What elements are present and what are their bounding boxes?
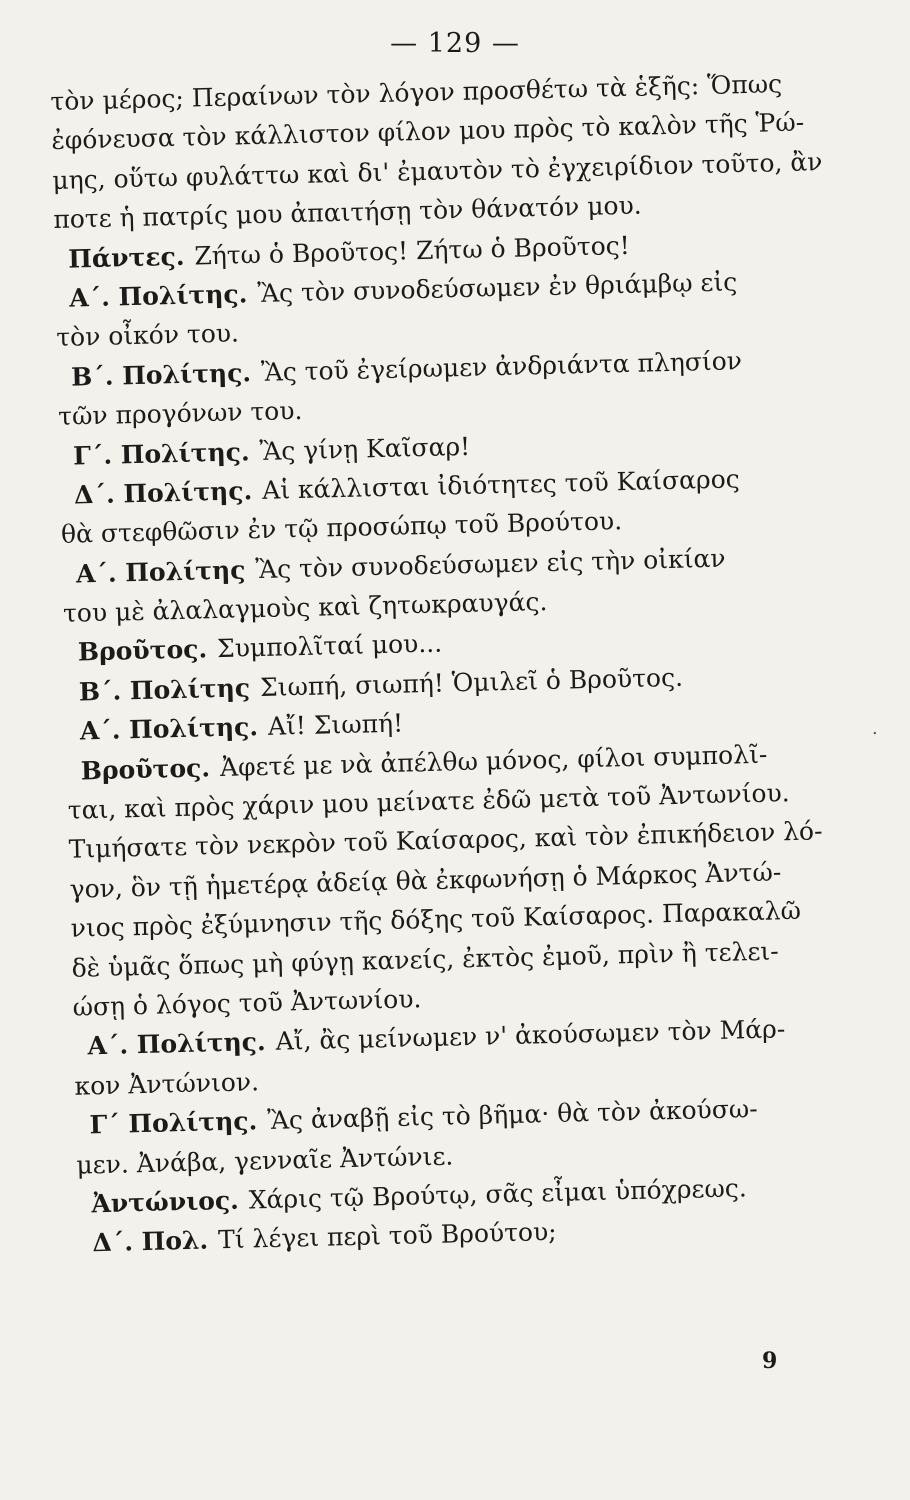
margin-mark: . (872, 718, 878, 739)
line-text: ται, καὶ πρὸς χάριν μου μείνατε ἐδῶ μετὰ τοῦ Ἀντωνίου. (67, 778, 791, 825)
line-text: Αἴ, ἂς μείνωμεν ν' ἀκούσωμεν τὸν Μάρ- (275, 1014, 786, 1057)
line-text: δὲ ὑμᾶς ὅπως μὴ φύγῃ κανείς, ἐκτὸς ἐμοῦ, πρὶν ἢ τελει- (71, 936, 779, 983)
speaker-name: Πάντες. (67, 241, 185, 274)
line-text: Ἂς τὸν συνοδεύσωμεν εἰς τὴν οἰκίαν (255, 543, 726, 584)
line-text: Ἀφετέ με νὰ ἀπέλθω μόνος, φίλοι συμπολῖ- (219, 739, 768, 782)
line-text: Σιωπή, σιωπή! Ὁμιλεῖ ὁ Βροῦτος. (259, 662, 684, 702)
speaker-name: Γ΄ Πολίτης. (89, 1106, 258, 1140)
line-text: Τιμήσατε τὸν νεκρὸν τοῦ Καίσαρος, καὶ τὸν ἐπικήδειον λό- (68, 816, 823, 865)
speaker-name: Δ΄. Πολίτης. (73, 476, 253, 510)
line-text: ἐφόνευσα τὸν κάλλιστον φίλον μου πρὸς τὸ καλὸν τῆς Ῥώ- (51, 107, 805, 156)
line-text: τὸν μέρος; Περαίνων τὸν λόγον προσθέτω τὰ ἑξῆς: Ὅπως (50, 69, 783, 116)
line-text: θὰ στεφθῶσιν ἐν τῷ προσώπῳ τοῦ Βρούτου. (60, 506, 623, 550)
speaker-name: Α΄. Πολίτης. (87, 1027, 267, 1061)
line-text: τῶν προγόνων του. (57, 396, 303, 432)
speaker-name: Βροῦτος. (77, 634, 208, 667)
line-text: Αἱ κάλλισται ἰδιότητες τοῦ Καίσαρος (261, 464, 741, 505)
line-text: τὸν οἶκόν του. (55, 318, 240, 353)
speaker-name: Α΄. Πολίτης (75, 555, 246, 589)
signature-mark: 9 (762, 1348, 778, 1374)
speaker-name: Α΄. Πολίτης. (79, 712, 259, 746)
speaker-name: Ἀντώνιος. (91, 1185, 240, 1219)
speaker-name: Β΄. Πολίτης. (70, 357, 252, 392)
line-text: του μὲ ἀλαλαγμοὺς καὶ ζητωκραυγάς. (62, 587, 548, 628)
line-text: Ἂς τὸν συνοδεύσωμεν ἐν θριάμβῳ εἰς (257, 267, 738, 308)
line-text: γον, ὃν τῇ ἡμετέρᾳ ἀδείᾳ θὰ ἐκφωνήσῃ ὁ Μάρκος Ἀντώ- (69, 857, 782, 904)
line-text: Ζήτω ὁ Βροῦτος! Ζήτω ὁ Βροῦτος! (194, 230, 631, 271)
line-text: μης, οὕτω φυλάττω καὶ δι' ἐμαυτὸν τὸ ἐγχειρίδιον τοῦτο, ἂν (52, 146, 823, 195)
line-text: ποτε ἡ πατρίς μου ἀπαιτήσῃ τὸν θάνατόν μου. (53, 190, 643, 235)
speaker-name: Β΄. Πολίτης (78, 673, 251, 707)
line-text: νιος πρὸς ἐξύμνησιν τῆς δόξης τοῦ Καίσαρος. Παρακαλῶ (70, 896, 802, 943)
line-text: Αἴ! Σιωπή! (267, 708, 404, 742)
page-number: — 129 — (390, 28, 520, 59)
speaker-name: Α΄. Πολίτης. (68, 279, 248, 313)
line-text: Ἂς γίνῃ Καῖσαρ! (259, 431, 471, 466)
speaker-name: Γ΄. Πολίτης. (72, 436, 250, 471)
line-text: Ἂς τοῦ ἐγείρωμεν ἀνδριάντα πλησίον (260, 345, 743, 387)
play-text (50, 63, 869, 1264)
line-text: Ἂς ἀναβῇ εἰς τὸ βῆμα· θὰ τὸν ἀκούσω- (266, 1094, 759, 1136)
line-text: ώσῃ ὁ λόγος τοῦ Ἀντωνίου. (72, 984, 422, 1022)
line-text: κον Ἀντώνιον. (74, 1066, 260, 1101)
line-text: Τί λέγει περὶ τοῦ Βρούτου; (217, 1217, 557, 1255)
speaker-name: Δ΄. Πολ. (92, 1225, 209, 1258)
line-text: Χάρις τῷ Βρούτῳ, σᾶς εἶμαι ὑπόχρεως. (248, 1173, 748, 1215)
speaker-name: Βροῦτος. (80, 752, 211, 786)
line-text: Συμπολῖταί μου... (216, 629, 443, 664)
line-text: μεν. Ἀνάβα, γενναῖε Ἀντώνιε. (76, 1141, 454, 1180)
